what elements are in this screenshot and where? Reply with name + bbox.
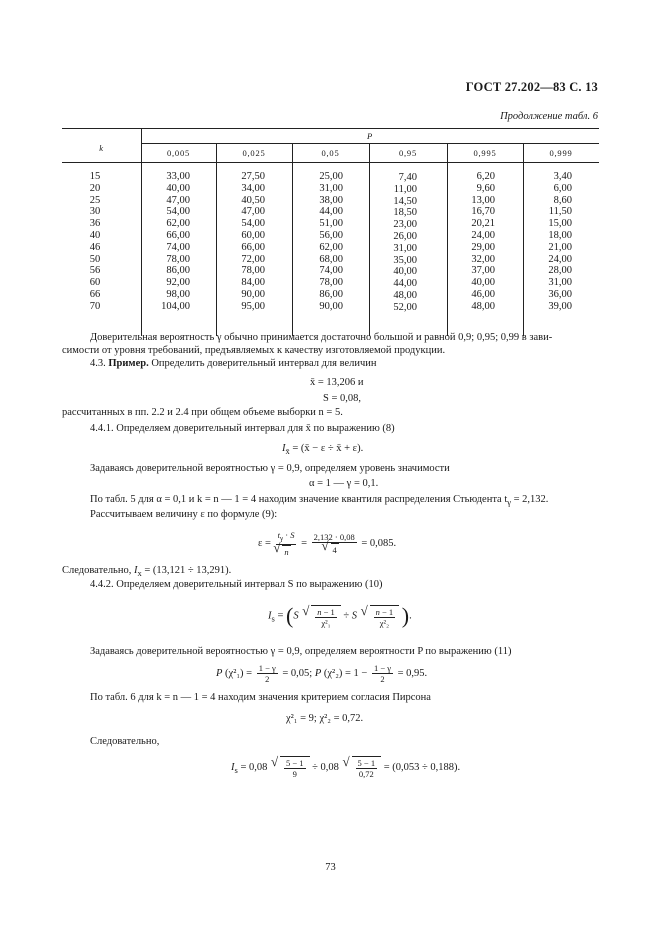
table-cell: 56 (89, 265, 101, 277)
table-cell: 40,00 (471, 277, 495, 289)
table-cell: 74,00 (166, 241, 190, 253)
formula-alpha: α = 1 — γ = 0,1. (309, 478, 379, 489)
column-p-0995 (435, 171, 495, 313)
table-cell: 90,00 (319, 300, 343, 312)
table-cell: 9,60 (476, 182, 495, 194)
table-cell: 47,00 (166, 194, 190, 206)
column-k (80, 171, 110, 313)
section-4-4-2: 4.4.2. Определяем доверительный интервал S по выражению (10) (90, 579, 383, 590)
paragraph-calc-eps: Рассчитываем величину ε по формуле (9): (90, 509, 278, 520)
column-p-0999 (512, 171, 572, 313)
paragraph-sample: рассчитанных в пп. 2.2 и 2.4 при общем объеме выборки n = 5. (62, 407, 343, 418)
table-cell: 25 (89, 194, 101, 206)
column-header-p: 0,95 (398, 148, 418, 158)
section-4-3 (90, 357, 377, 371)
column-p-095 (357, 172, 417, 314)
page-number: 73 (325, 862, 336, 873)
table-cell: 21,00 (548, 241, 572, 253)
table-cell: 78,00 (319, 277, 343, 289)
table-cell: 48,00 (393, 289, 417, 301)
formula-interval-s: $I_s = (S$ √ $\frac{n - 1}{\text{χ²₁}}$ ÷ S √ $\frac{n - 1}{\text{χ²₂}}$ ). (268, 603, 412, 629)
table-cell: 72,00 (241, 253, 265, 265)
table-cell: 25,00 (319, 171, 343, 182)
table-cell: 74,00 (319, 265, 343, 277)
table-cell: 35,00 (393, 254, 417, 266)
table-cell: 46,00 (471, 288, 495, 300)
column-header-p: 0,005 (166, 148, 191, 158)
table-cell: 16,70 (471, 206, 495, 218)
table-cell: 98,00 (166, 288, 190, 300)
table-cell: 46 (89, 241, 101, 253)
column-header-p: 0,995 (473, 148, 497, 158)
table-cell: 31,00 (319, 182, 343, 194)
paragraph-pearson: По табл. 6 для k = n — 1 = 4 находим значения критерием согласия Пирсона (90, 692, 431, 703)
paragraph-student: По табл. 5 для α = 0,1 и k = n — 1 = 4 находим значение квантиля распределения Стьюдента $t_\gamma = 2,132$. (90, 494, 549, 508)
table-cell: 30 (89, 206, 101, 218)
section-4-4-1: 4.4.1. Определяем доверительный интервал для x̄ по выражению (8) (90, 423, 395, 434)
paragraph-result-mean: Следовательно, $I_x = (13,121 \div 13,291)$. (62, 565, 232, 579)
table-cell: 6,00 (553, 182, 572, 194)
table-cell: 47,00 (241, 206, 265, 218)
document-header: ГОСТ 27.202—83 С. 13 (465, 80, 598, 94)
table-cell: 70 (89, 300, 101, 312)
table-cell: 11,50 (548, 206, 572, 218)
table-cell: 33,00 (166, 171, 190, 182)
table-cell: 28,00 (548, 265, 572, 277)
formula-s: S = 0,08, (323, 393, 362, 404)
table-cell: 51,00 (319, 218, 343, 230)
table-cell: 62,00 (166, 218, 190, 230)
table-cell: 52,00 (393, 301, 417, 313)
table-cell: 32,00 (471, 253, 495, 265)
table-cell: 14,50 (393, 195, 417, 207)
table-cell: 44,00 (393, 278, 417, 290)
table-cell: 37,00 (471, 265, 495, 277)
column-group-header-p: P (367, 131, 373, 141)
section-text: Определить доверительный интервал для величин (151, 358, 377, 369)
column-header-p: 0,025 (242, 148, 266, 158)
table-cell: 40,00 (393, 266, 417, 278)
table-cell: 36 (89, 218, 101, 230)
table-cell: 3,40 (553, 171, 572, 182)
formula-xbar: x̄ = 13,206 и (310, 377, 364, 388)
table-cell: 38,00 (319, 194, 343, 206)
table-top-rule (62, 128, 599, 129)
column-p-0025 (205, 171, 265, 313)
table-cell: 54,00 (166, 206, 190, 218)
formula-probabilities: P (χ²₁) = $\frac{1 - \gamma}{2}$ = 0,05; P (χ²₂) = 1 − $\frac{1 - \gamma}{2}$ = 0,95. (216, 663, 428, 684)
table-cell: 39,00 (548, 300, 572, 312)
table-cell: 15 (89, 171, 101, 182)
table-cell: 78,00 (166, 253, 190, 265)
formula-final: $I_s = 0,08$ √ $\frac{5 - 1}{9}$ ÷ 0,08 √ $\frac{5 - 1}{0,72}$ = (0,053 ÷ 0,188). (231, 756, 460, 779)
table-cell: 78,00 (241, 265, 265, 277)
table-cell: 66,00 (166, 229, 190, 241)
table-header-rule (62, 162, 599, 163)
paragraph-confidence: Доверительная вероятность γ обычно принимается достаточно большой и равной 0,9; 0,95; 0,99 в зави- (90, 332, 553, 343)
table-caption: Продолжение табл. 6 (500, 111, 598, 122)
table-cell: 60 (89, 277, 101, 289)
example-label: Пример. (108, 358, 149, 369)
table-cell: 48,00 (471, 300, 495, 312)
column-header-p: 0,05 (321, 148, 340, 158)
column-p-005 (283, 171, 343, 313)
formula-eps: ε = $t_\gamma \cdot S$ √ n = 2,132 · 0,08 √ 4 = 0,085. (258, 530, 396, 557)
column-header-k: k (99, 143, 104, 153)
table-cell: 90,00 (241, 288, 265, 300)
section-number: 4.3. (90, 358, 106, 369)
table-cell: 68,00 (319, 253, 343, 265)
table-cell: 66 (89, 288, 101, 300)
table-mid-rule (141, 143, 599, 144)
table-cell: 15,00 (548, 218, 572, 230)
table-cell: 56,00 (319, 229, 343, 241)
table-cell: 24,00 (548, 253, 572, 265)
table-cell: 20,21 (471, 218, 495, 230)
table-cell: 66,00 (241, 241, 265, 253)
table-cell: 31,00 (548, 277, 572, 289)
table-cell: 13,00 (471, 194, 495, 206)
table-cell: 36,00 (548, 288, 572, 300)
table-cell: 40,00 (166, 182, 190, 194)
table-cell: 18,00 (548, 229, 572, 241)
table-cell: 54,00 (241, 218, 265, 230)
table-cell: 86,00 (166, 265, 190, 277)
column-header-p: 0,999 (549, 148, 573, 158)
table-cell: 27,50 (241, 171, 265, 182)
formula-chi: χ²₁ = 9; χ²₂ = 0,72. (286, 713, 364, 724)
paragraph-confidence-cont: симости от уровня требований, предъявляемых к качеству изготовляемой продукции. (62, 345, 446, 356)
table-cell: 44,00 (319, 206, 343, 218)
table-cell: 40,50 (241, 194, 265, 206)
table-cell: 60,00 (241, 229, 265, 241)
table-cell: 95,00 (241, 300, 265, 312)
table-cell: 86,00 (319, 288, 343, 300)
table-cell: 29,00 (471, 241, 495, 253)
table-cell: 62,00 (319, 241, 343, 253)
table-cell: 104,00 (161, 300, 190, 312)
paragraph-significance: Задаваясь доверительной вероятностью γ = 0,9, определяем уровень значимости (90, 463, 450, 474)
table-cell: 84,00 (241, 277, 265, 289)
table-cell: 6,20 (476, 171, 495, 182)
table-cell: 8,60 (553, 194, 572, 206)
paragraph-probabilities: Задаваясь доверительной вероятностью γ = 0,9, определяем вероятности P по выражению (11) (90, 646, 512, 657)
table-cell: 40 (89, 229, 101, 241)
table-cell: 24,00 (471, 229, 495, 241)
table-cell: 50 (89, 253, 101, 265)
column-p-0005 (130, 171, 190, 313)
table-cell: 31,00 (393, 242, 417, 254)
table-cell: 26,00 (393, 230, 417, 242)
table-cell: 34,00 (241, 182, 265, 194)
table-cell: 7,40 (398, 172, 417, 183)
table-cell: 20 (89, 182, 101, 194)
table-cell: 23,00 (393, 219, 417, 231)
formula-interval-mean: $I_{x̄}$ = (x̄ − ε ÷ x̄ + ε). (282, 443, 364, 457)
table-cell: 18,50 (393, 207, 417, 219)
table-cell: 11,00 (393, 183, 417, 195)
paragraph-therefore: Следовательно, (90, 736, 160, 747)
table-cell: 92,00 (166, 277, 190, 289)
